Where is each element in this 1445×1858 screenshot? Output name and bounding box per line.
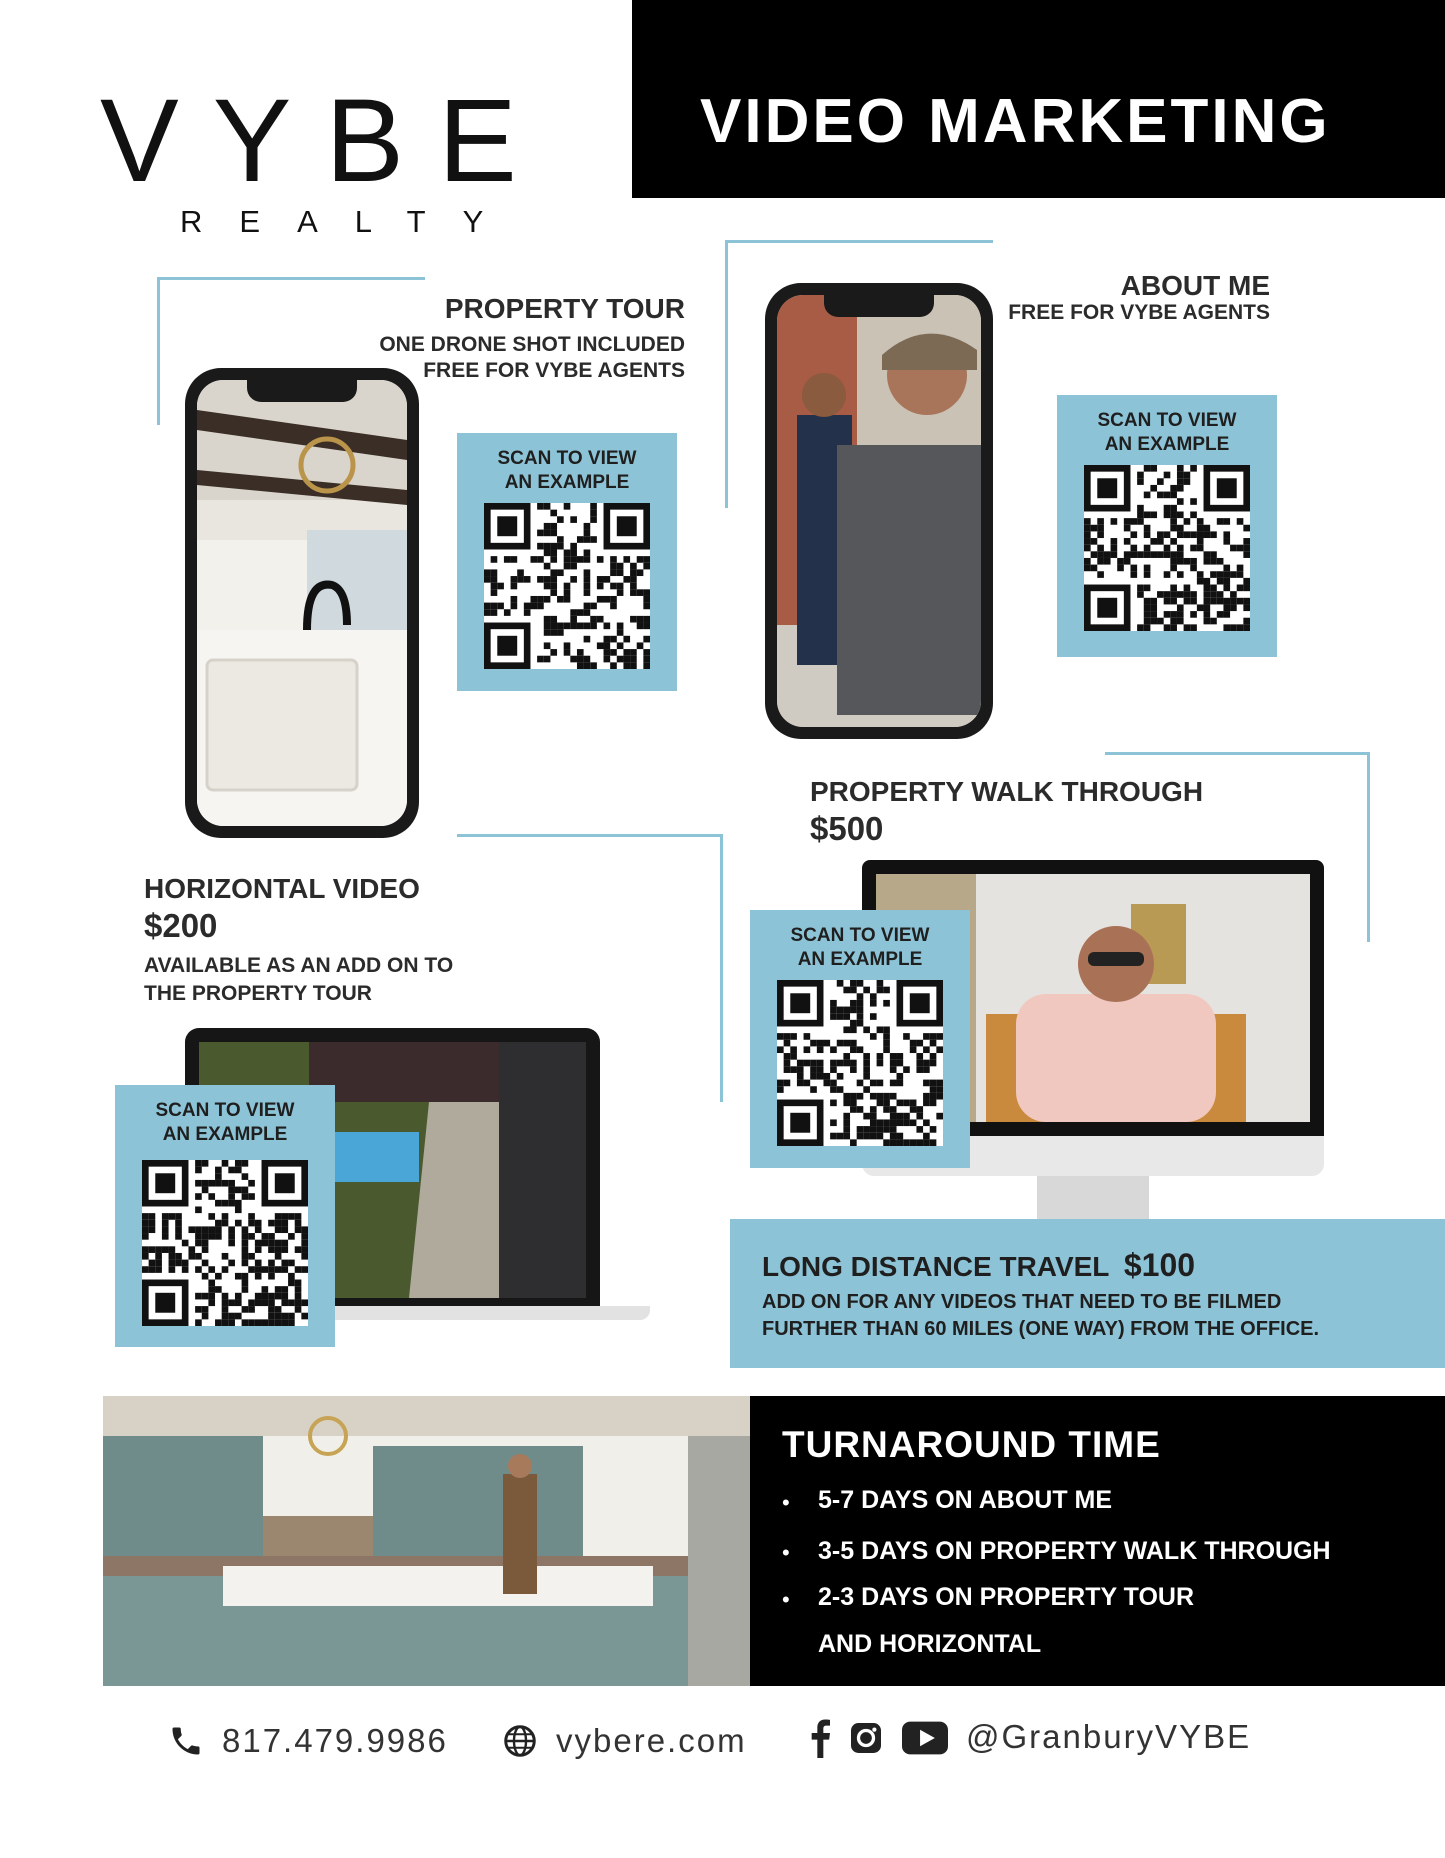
footer-phone[interactable]: 817.479.9986 xyxy=(222,1722,448,1759)
horizontal-line1: AVAILABLE AS AN ADD ON TO xyxy=(144,954,454,977)
property-tour-title: PROPERTY TOUR xyxy=(444,293,685,324)
turnaround-item: 2-3 DAYS ON PROPERTY TOUR xyxy=(818,1583,1195,1611)
about-me-title: ABOUT ME xyxy=(1120,270,1270,301)
qr-label-line2: AN EXAMPLE xyxy=(504,472,630,493)
phone-mockup xyxy=(765,283,993,739)
bullet: • xyxy=(782,1587,790,1612)
qr-code[interactable] xyxy=(1084,465,1250,631)
qr-card-horizontal[interactable] xyxy=(115,1085,335,1347)
travel-panel xyxy=(730,1219,1445,1368)
horizontal-price: $200 xyxy=(144,907,218,944)
qr-code[interactable] xyxy=(484,503,650,669)
accent-line xyxy=(1367,752,1370,942)
bullet: • xyxy=(782,1490,790,1515)
accent-line xyxy=(725,240,993,243)
qr-label-line1: SCAN TO VIEW xyxy=(155,1100,295,1121)
turnaround-title: TURNAROUND TIME xyxy=(782,1424,1161,1465)
qr-label-line1: SCAN TO VIEW xyxy=(790,925,930,946)
phone-notch xyxy=(247,380,357,402)
turnaround-item: 5-7 DAYS ON ABOUT ME xyxy=(818,1486,1113,1514)
title-band xyxy=(632,0,1445,198)
footer-website[interactable]: vybere.com xyxy=(556,1722,747,1759)
property-tour-line1: ONE DRONE SHOT INCLUDED xyxy=(379,333,685,356)
agent-photo xyxy=(777,295,981,727)
accent-line xyxy=(720,834,723,1102)
phone-notch xyxy=(824,295,934,317)
horizontal-line2: THE PROPERTY TOUR xyxy=(144,982,372,1005)
accent-line xyxy=(725,240,728,508)
bullet: • xyxy=(782,1540,790,1565)
accent-line xyxy=(1105,752,1370,755)
qr-label-line2: AN EXAMPLE xyxy=(1104,434,1230,455)
instagram-icon[interactable] xyxy=(848,1720,884,1756)
qr-label-line1: SCAN TO VIEW xyxy=(497,448,637,469)
property-tour-line2: FREE FOR VYBE AGENTS xyxy=(423,359,685,382)
accent-line xyxy=(157,277,160,425)
phone-mockup xyxy=(185,368,419,838)
travel-line2: FURTHER THAN 60 MILES (ONE WAY) FROM THE OFFICE. xyxy=(762,1318,1320,1340)
accent-line xyxy=(157,277,425,280)
qr-label-line1: SCAN TO VIEW xyxy=(1097,410,1237,431)
travel-price: $100 xyxy=(1123,1247,1196,1283)
travel-line1: ADD ON FOR ANY VIDEOS THAT NEED TO BE FILMED xyxy=(762,1291,1282,1313)
walk-through-title: PROPERTY WALK THROUGH xyxy=(810,776,1204,807)
about-me-line1: FREE FOR VYBE AGENTS xyxy=(1008,301,1270,324)
accent-line xyxy=(457,834,722,837)
facebook-icon[interactable] xyxy=(808,1718,832,1758)
turnaround-item: AND HORIZONTAL xyxy=(818,1630,1042,1658)
travel-title: LONG DISTANCE TRAVEL xyxy=(762,1251,1110,1282)
qr-card-about-me[interactable] xyxy=(1057,395,1277,657)
qr-label-line2: AN EXAMPLE xyxy=(797,949,923,970)
page-title: VIDEO MARKETING xyxy=(700,87,1331,156)
qr-code[interactable] xyxy=(142,1160,308,1326)
monitor-stand xyxy=(1037,1176,1149,1220)
qr-label-line2: AN EXAMPLE xyxy=(162,1124,288,1145)
kitchen-photo xyxy=(197,380,407,826)
globe-icon xyxy=(502,1723,538,1759)
turnaround-panel xyxy=(750,1396,1445,1686)
qr-code[interactable] xyxy=(777,980,943,1146)
logo-wordmark: VYBE xyxy=(100,75,551,207)
qr-card-property-tour[interactable] xyxy=(457,433,677,691)
horizontal-title: HORIZONTAL VIDEO xyxy=(144,873,420,904)
footer-social-handle[interactable]: @GranburyVYBE xyxy=(966,1718,1252,1755)
logo-subtitle: REALTY xyxy=(180,204,521,239)
kitchen-banner-photo xyxy=(103,1396,750,1686)
youtube-icon[interactable] xyxy=(902,1721,948,1755)
turnaround-item: 3-5 DAYS ON PROPERTY WALK THROUGH xyxy=(818,1537,1331,1565)
walk-through-price: $500 xyxy=(810,810,884,847)
qr-card-walk-through[interactable] xyxy=(750,910,970,1168)
phone-icon xyxy=(168,1723,204,1759)
